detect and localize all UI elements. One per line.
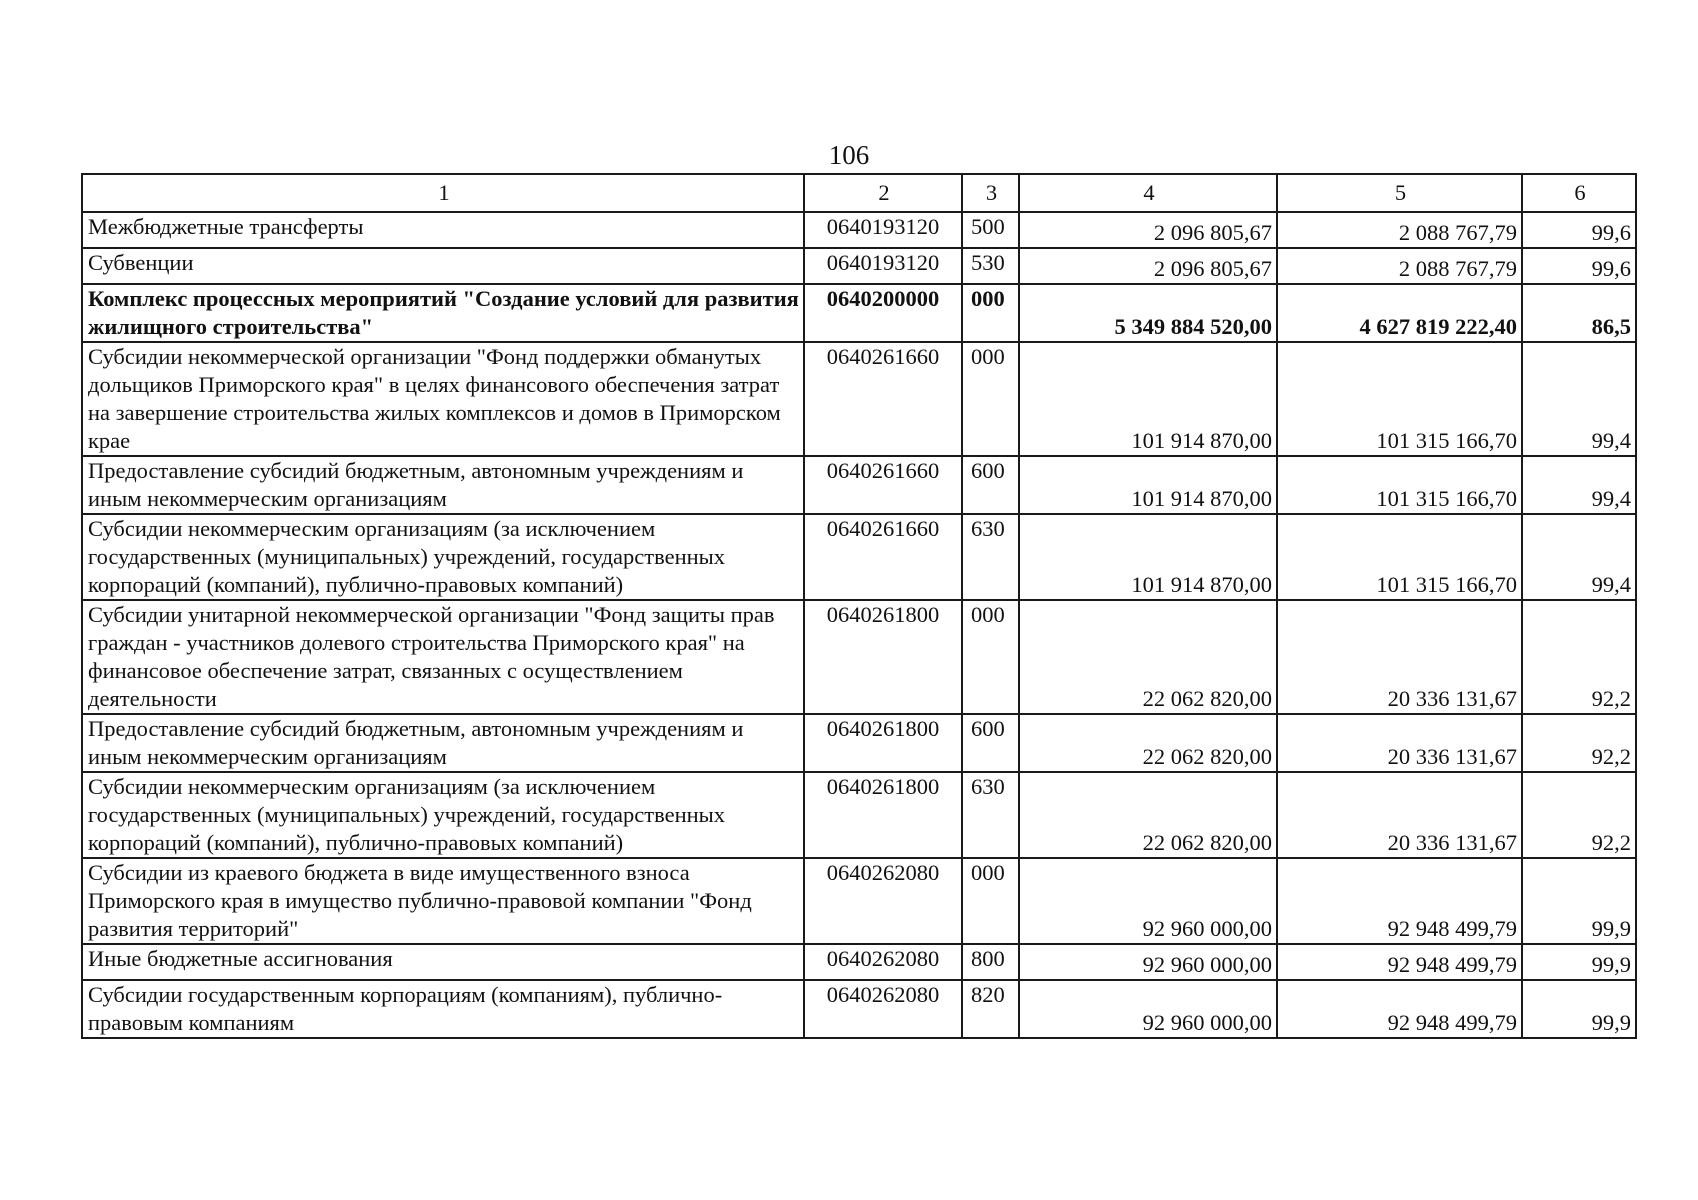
expense-type-cell: 630: [962, 514, 1019, 600]
planned-amount-cell: 101 914 870,00: [1019, 456, 1277, 514]
actual-amount-cell: 101 315 166,70: [1277, 456, 1522, 514]
execution-percent-cell: 99,9: [1522, 858, 1636, 944]
planned-amount-cell: 92 960 000,00: [1019, 980, 1277, 1038]
planned-amount-cell: 22 062 820,00: [1019, 714, 1277, 772]
expense-type-cell: 000: [962, 342, 1019, 456]
table-row: [82, 714, 1636, 772]
execution-percent-cell: 99,9: [1522, 980, 1636, 1038]
table-row: [82, 980, 1636, 1038]
item-name-cell: Субсидии из краевого бюджета в виде имущественного взноса Приморского края в имущество публично-правовой компании "Фонд развития территорий": [82, 858, 804, 944]
table-row: [82, 248, 1636, 284]
target-code-cell: 0640262080: [804, 980, 962, 1038]
header-cell-5: 5: [1277, 174, 1522, 212]
target-code-cell: 0640261660: [804, 456, 962, 514]
execution-percent-cell: 99,4: [1522, 514, 1636, 600]
item-name-cell: Субвенции: [82, 248, 804, 284]
target-code-cell: 0640261800: [804, 772, 962, 858]
item-name-cell: Субсидии государственным корпорациям (компаниям), публично-правовым компаниям: [82, 980, 804, 1038]
actual-amount-cell: 101 315 166,70: [1277, 342, 1522, 456]
header-cell-3: 3: [962, 174, 1019, 212]
actual-amount-cell: 92 948 499,79: [1277, 858, 1522, 944]
execution-percent-cell: 99,4: [1522, 456, 1636, 514]
expense-type-cell: 800: [962, 944, 1019, 980]
expense-type-cell: 600: [962, 714, 1019, 772]
actual-amount-cell: 20 336 131,67: [1277, 600, 1522, 714]
table-row: [82, 212, 1636, 248]
item-name-cell: Субсидии унитарной некоммерческой организации "Фонд защиты прав граждан - участников долевого строительства Приморского края" на финансовое обеспечение затрат, связанных с осуществлением деятельности: [82, 600, 804, 714]
planned-amount-cell: 101 914 870,00: [1019, 514, 1277, 600]
planned-amount-cell: 92 960 000,00: [1019, 858, 1277, 944]
item-name-cell: Межбюджетные трансферты: [82, 212, 804, 248]
planned-amount-cell: 2 096 805,67: [1019, 248, 1277, 284]
actual-amount-cell: 92 948 499,79: [1277, 944, 1522, 980]
table-row: [82, 858, 1636, 944]
table-row: [82, 284, 1636, 342]
expense-type-cell: 820: [962, 980, 1019, 1038]
expense-type-cell: 530: [962, 248, 1019, 284]
target-code-cell: 0640262080: [804, 858, 962, 944]
item-name-cell: Субсидии некоммерческой организации "Фонд поддержки обманутых дольщиков Приморского края" в целях финансового обеспечения затрат на завершение строительства жилых комплексов и домов в Приморском крае: [82, 342, 804, 456]
expense-type-cell: 000: [962, 600, 1019, 714]
item-name-cell: Комплекс процессных мероприятий "Создание условий для развития жилищного строительства": [82, 284, 804, 342]
actual-amount-cell: 92 948 499,79: [1277, 980, 1522, 1038]
table-row: [82, 944, 1636, 980]
budget-execution-table: [81, 173, 1637, 1039]
planned-amount-cell: 92 960 000,00: [1019, 944, 1277, 980]
planned-amount-cell: 101 914 870,00: [1019, 342, 1277, 456]
target-code-cell: 0640262080: [804, 944, 962, 980]
target-code-cell: 0640193120: [804, 212, 962, 248]
actual-amount-cell: 20 336 131,67: [1277, 714, 1522, 772]
table-body: [82, 212, 1636, 1038]
expense-type-cell: 630: [962, 772, 1019, 858]
actual-amount-cell: 2 088 767,79: [1277, 248, 1522, 284]
item-name-cell: Субсидии некоммерческим организациям (за исключением государственных (муниципальных) учреждений, государственных корпораций (компаний), публично-правовых компаний): [82, 514, 804, 600]
execution-percent-cell: 99,6: [1522, 248, 1636, 284]
expense-type-cell: 600: [962, 456, 1019, 514]
execution-percent-cell: 99,6: [1522, 212, 1636, 248]
target-code-cell: 0640261800: [804, 600, 962, 714]
target-code-cell: 0640261660: [804, 342, 962, 456]
actual-amount-cell: 4 627 819 222,40: [1277, 284, 1522, 342]
target-code-cell: 0640261660: [804, 514, 962, 600]
actual-amount-cell: 101 315 166,70: [1277, 514, 1522, 600]
table-row: [82, 456, 1636, 514]
header-cell-2: 2: [804, 174, 962, 212]
target-code-cell: 0640193120: [804, 248, 962, 284]
actual-amount-cell: 2 088 767,79: [1277, 212, 1522, 248]
item-name-cell: Иные бюджетные ассигнования: [82, 944, 804, 980]
planned-amount-cell: 2 096 805,67: [1019, 212, 1277, 248]
item-name-cell: Субсидии некоммерческим организациям (за исключением государственных (муниципальных) учреждений, государственных корпораций (компаний), публично-правовых компаний): [82, 772, 804, 858]
table-row: [82, 772, 1636, 858]
execution-percent-cell: 92,2: [1522, 600, 1636, 714]
table-header-row: [82, 174, 1636, 212]
table-row: [82, 342, 1636, 456]
actual-amount-cell: 20 336 131,67: [1277, 772, 1522, 858]
header-cell-6: 6: [1522, 174, 1636, 212]
execution-percent-cell: 86,5: [1522, 284, 1636, 342]
expense-type-cell: 000: [962, 858, 1019, 944]
execution-percent-cell: 99,9: [1522, 944, 1636, 980]
planned-amount-cell: 22 062 820,00: [1019, 772, 1277, 858]
target-code-cell: 0640261800: [804, 714, 962, 772]
expense-type-cell: 500: [962, 212, 1019, 248]
page-number: 106: [828, 140, 870, 170]
table-row: [82, 600, 1636, 714]
table-row: [82, 514, 1636, 600]
header-cell-4: 4: [1019, 174, 1277, 212]
execution-percent-cell: 92,2: [1522, 714, 1636, 772]
planned-amount-cell: 22 062 820,00: [1019, 600, 1277, 714]
execution-percent-cell: 92,2: [1522, 772, 1636, 858]
header-cell-1: 1: [82, 174, 804, 212]
expense-type-cell: 000: [962, 284, 1019, 342]
planned-amount-cell: 5 349 884 520,00: [1019, 284, 1277, 342]
target-code-cell: 0640200000: [804, 284, 962, 342]
item-name-cell: Предоставление субсидий бюджетным, автономным учреждениям и иным некоммерческим организациям: [82, 456, 804, 514]
execution-percent-cell: 99,4: [1522, 342, 1636, 456]
item-name-cell: Предоставление субсидий бюджетным, автономным учреждениям и иным некоммерческим организациям: [82, 714, 804, 772]
